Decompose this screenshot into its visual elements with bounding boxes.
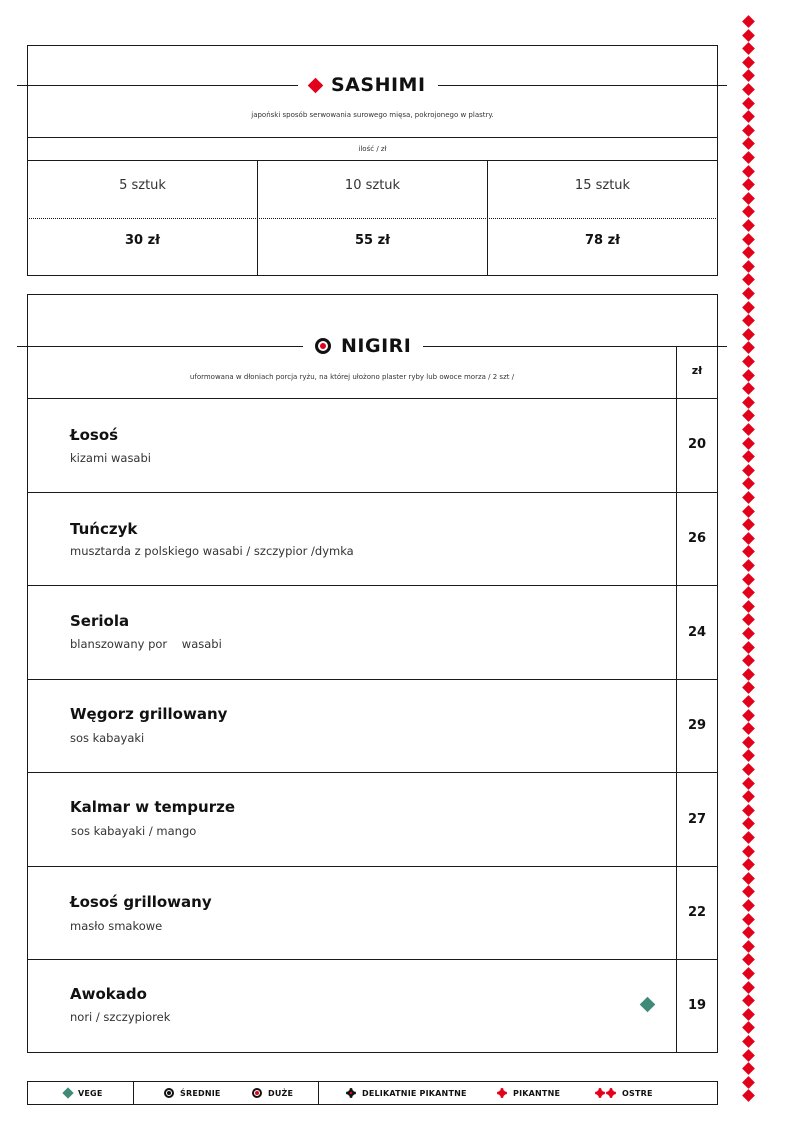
red-diamond-icon <box>742 450 755 463</box>
red-diamond-icon <box>742 437 755 450</box>
nigiri-box <box>27 294 718 1053</box>
sashimi-title <box>298 72 438 98</box>
red-diamond-icon <box>742 355 755 368</box>
red-diamond-icon <box>742 29 755 42</box>
menu-item-desc: nori / szczypiorek <box>70 1010 171 1024</box>
menu-item-name: Seriola <box>70 612 130 630</box>
red-diamond-icon <box>742 546 755 559</box>
sashimi-price: 30 zł <box>124 233 160 248</box>
red-diamond-icon <box>742 736 755 749</box>
nigiri-subtitle: uformowana w dłoniach porcja ryżu, na której ułożono plaster ryby lub owoce morza / 2 szt / <box>189 373 515 381</box>
red-diamond-icon <box>742 1022 755 1035</box>
red-diamond-border-strip <box>741 17 759 1107</box>
legend-divider <box>133 1081 134 1105</box>
sashimi-qty: 5 sztuk <box>119 178 166 193</box>
red-diamond-icon <box>742 926 755 939</box>
mild-spicy-icon <box>346 1088 356 1098</box>
menu-item-desc: masło smakowe <box>70 919 163 933</box>
red-diamond-icon <box>742 83 755 96</box>
legend-vege <box>64 1082 103 1104</box>
large-size-icon <box>252 1088 262 1098</box>
menu-item-desc: sos kabayaki / mango <box>71 824 197 838</box>
menu-item-price: 29 <box>687 718 707 733</box>
red-diamond-icon <box>742 845 755 858</box>
nigiri-divider <box>27 585 718 586</box>
red-diamond-icon <box>742 981 755 994</box>
red-diamond-icon <box>742 818 755 831</box>
menu-item-desc: sos kabayaki <box>70 731 145 745</box>
red-diamond-icon <box>742 124 755 137</box>
menu-item-price: 22 <box>687 905 707 920</box>
red-diamond-icon <box>742 110 755 123</box>
red-diamond-icon <box>742 722 755 735</box>
red-diamond-icon <box>742 138 755 151</box>
legend-pikantne <box>497 1082 560 1104</box>
red-diamond-icon <box>742 301 755 314</box>
menu-item-name: Łosoś <box>70 426 119 444</box>
menu-item-name: Awokado <box>70 985 147 1003</box>
red-diamond-icon <box>742 151 755 164</box>
red-diamond-icon <box>742 1076 755 1089</box>
menu-item-name: Łosoś grillowany <box>70 893 212 911</box>
menu-item-price: 19 <box>687 998 707 1013</box>
red-diamond-icon <box>742 505 755 518</box>
red-diamond-icon <box>742 260 755 273</box>
nigiri-divider <box>27 959 718 960</box>
red-diamond-icon <box>742 56 755 69</box>
sashimi-title-text: SASHIMI <box>331 74 426 96</box>
menu-item-price: 20 <box>687 437 707 452</box>
legend-delikatnie <box>346 1082 467 1104</box>
red-diamond-icon <box>742 763 755 776</box>
red-diamond-icon <box>742 246 755 259</box>
nigiri-price-header: zł <box>691 364 703 377</box>
red-diamond-icon <box>742 627 755 640</box>
red-diamond-icon <box>742 410 755 423</box>
nigiri-price-col-divider <box>676 346 677 1053</box>
hot-spicy-icon <box>595 1088 616 1098</box>
red-diamond-icon <box>742 858 755 871</box>
nigiri-divider <box>27 679 718 680</box>
red-diamond-icon <box>742 369 755 382</box>
red-diamond-icon <box>742 804 755 817</box>
red-diamond-icon <box>742 940 755 953</box>
menu-item-desc: kizami wasabi <box>70 451 151 465</box>
red-diamond-icon <box>742 641 755 654</box>
menu-item-price: 26 <box>687 531 707 546</box>
red-diamond-icon <box>742 233 755 246</box>
sashimi-divider <box>27 137 718 138</box>
sashimi-subtitle: japoński sposób serwowania surowego mięsa, pokrojonego w plastry. <box>251 111 494 119</box>
sashimi-dotted-rule <box>29 218 718 219</box>
menu-item-name: Tuńczyk <box>70 520 138 538</box>
red-diamond-icon <box>742 1090 755 1103</box>
red-diamond-icon <box>742 287 755 300</box>
red-diamond-icon <box>742 967 755 980</box>
nigiri-title-text: NIGIRI <box>341 335 412 357</box>
red-diamond-icon <box>742 600 755 613</box>
menu-item-desc: musztarda z polskiego wasabi / szczypior /dymka <box>70 544 354 558</box>
sashimi-qty: 15 sztuk <box>574 178 631 193</box>
legend-ostre <box>595 1082 653 1104</box>
red-diamond-icon <box>742 872 755 885</box>
legend-label: PIKANTNE <box>513 1088 561 1098</box>
red-diamond-icon <box>742 654 755 667</box>
menu-item-price: 24 <box>687 625 707 640</box>
red-diamond-icon <box>742 219 755 232</box>
red-diamond-icon <box>742 382 755 395</box>
red-diamond-icon <box>742 913 755 926</box>
menu-item-name: Kalmar w tempurze <box>70 798 236 816</box>
red-diamond-icon <box>742 994 755 1007</box>
red-diamond-icon <box>742 709 755 722</box>
medium-size-icon <box>164 1088 174 1098</box>
red-diamond-icon <box>742 559 755 572</box>
menu-item-name: Węgorz grillowany <box>70 705 228 723</box>
red-diamond-icon <box>742 695 755 708</box>
red-diamond-icon <box>742 750 755 763</box>
red-diamond-icon <box>742 532 755 545</box>
red-diamond-icon <box>742 954 755 967</box>
red-diamond-icon <box>742 396 755 409</box>
menu-item-desc: blanszowany por wasabi <box>70 637 222 651</box>
red-diamond-icon <box>742 42 755 55</box>
red-diamond-icon <box>742 342 755 355</box>
legend-divider <box>318 1081 319 1105</box>
red-diamond-icon <box>742 97 755 110</box>
red-diamond-icon <box>742 614 755 627</box>
sashimi-price: 55 zł <box>354 233 390 248</box>
sashimi-price: 78 zł <box>584 233 620 248</box>
red-diamond-icon <box>742 1049 755 1062</box>
red-diamond-icon <box>742 899 755 912</box>
red-diamond-icon <box>742 328 755 341</box>
red-diamond-icon <box>742 1008 755 1021</box>
legend-srednie <box>164 1082 221 1104</box>
red-diamond-icon <box>742 464 755 477</box>
red-diamond-icon <box>742 586 755 599</box>
red-diamond-icon <box>742 668 755 681</box>
red-diamond-icon <box>742 192 755 205</box>
red-diamond-icon <box>742 70 755 83</box>
red-diamond-icon <box>742 777 755 790</box>
red-diamond-icon <box>742 1062 755 1075</box>
target-circle-icon <box>315 338 331 354</box>
red-diamond-icon <box>742 790 755 803</box>
red-diamond-icon <box>742 1035 755 1048</box>
red-diamond-icon <box>742 573 755 586</box>
nigiri-divider <box>27 772 718 773</box>
red-diamond-icon <box>742 15 755 28</box>
red-diamond-icon <box>742 423 755 436</box>
nigiri-divider <box>27 866 718 867</box>
red-diamond-icon <box>742 314 755 327</box>
red-diamond-icon <box>742 886 755 899</box>
red-diamond-icon <box>742 206 755 219</box>
nigiri-title <box>303 333 423 359</box>
spicy-icon <box>497 1088 507 1098</box>
legend-label: VEGE <box>78 1088 103 1098</box>
red-diamond-icon <box>742 478 755 491</box>
red-diamond-icon <box>742 831 755 844</box>
red-diamond-icon <box>742 682 755 695</box>
red-diamond-icon <box>308 77 324 93</box>
legend-label: OSTRE <box>622 1088 653 1098</box>
red-diamond-icon <box>742 165 755 178</box>
sashimi-divider <box>27 160 718 161</box>
red-diamond-icon <box>742 178 755 191</box>
red-diamond-icon <box>742 518 755 531</box>
sashimi-qty: 10 sztuk <box>344 178 401 193</box>
menu-item-price: 27 <box>687 812 707 827</box>
legend-duze <box>252 1082 293 1104</box>
red-diamond-icon <box>742 274 755 287</box>
vege-diamond-icon <box>62 1087 73 1098</box>
red-diamond-icon <box>742 491 755 504</box>
legend-label: ŚREDNIE <box>180 1088 221 1098</box>
nigiri-divider <box>27 492 718 493</box>
legend-label: DELIKATNIE PIKANTNE <box>362 1088 467 1098</box>
sashimi-unit-header: ilość / zł <box>358 145 387 153</box>
nigiri-divider <box>27 398 718 399</box>
legend-label: DUŻE <box>268 1088 294 1098</box>
